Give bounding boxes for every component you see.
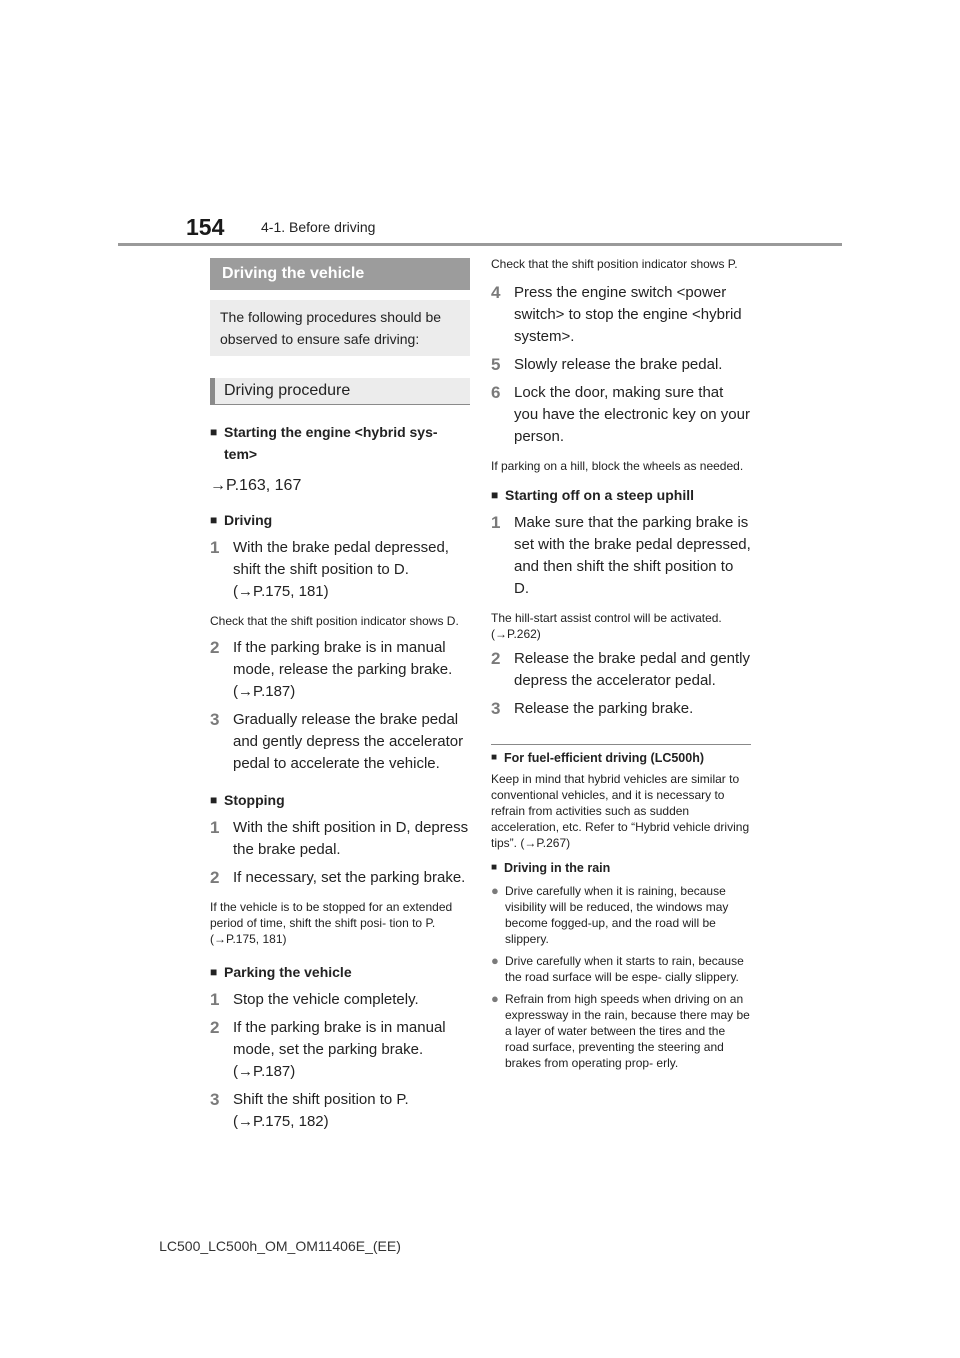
document-code: LC500_LC500h_OM_OM11406E_(EE)	[159, 1238, 401, 1254]
circle-bullet-icon: ●	[491, 883, 499, 898]
heading-fuel-efficient: ■ For fuel-efficient driving (LC500h)	[491, 749, 751, 767]
square-bullet-icon	[210, 789, 224, 811]
heading-rain: ■ Driving in the rain	[491, 859, 751, 877]
driving-note: Check that the shift position indicator shows D.	[210, 614, 459, 628]
stopping-note: If the vehicle is to be stopped for an extended period of time, shift the shift posi- tion to P. (→P.175, 181)	[210, 900, 453, 946]
parking-step: 2 If the parking brake is in manual mode, set the parking brake. (→P.187)	[210, 1018, 446, 1080]
driving-step: 2 If the parking brake is in manual mode, release the parking brake. (→P.187)	[210, 638, 453, 700]
left-column	[210, 258, 470, 1133]
heading-driving: ■ Driving	[210, 509, 470, 531]
heading-starting: ■ Starting the engine <hybrid sys- tem>	[210, 421, 470, 465]
rain-bullet: ● Refrain from high speeds when driving on an expressway in the rain, because there may be a layer of water between the tires and the road surface, preventing the steering and brakes from operating prop- erly.	[491, 991, 750, 1070]
divider	[491, 744, 751, 745]
square-bullet-icon	[491, 749, 504, 767]
uphill-step: 1 Make sure that the parking brake is set with the brake pedal depressed, and then shift the shift position to D.	[491, 513, 751, 597]
stopping-step: 2 If necessary, set the parking brake.	[210, 868, 466, 887]
uphill-step: 3 Release the parking brake.	[491, 699, 694, 718]
starting-reference: →P.163, 167	[210, 477, 302, 494]
parking-step: 4 Press the engine switch <power switch> to stop the engine <hybrid system>.	[491, 283, 742, 345]
square-bullet-icon	[491, 484, 505, 506]
uphill-step: 2 Release the brake pedal and gently depress the accelerator pedal.	[491, 649, 751, 689]
square-bullet-icon	[210, 509, 224, 531]
parking-step: 5 Slowly release the brake pedal.	[491, 355, 723, 374]
heading-stopping: ■ Stopping	[210, 789, 470, 811]
fuel-text: Keep in mind that hybrid vehicles are similar to conventional vehicles, and it is necessary to refrain from activities such as sudden acceleration, etc. Refer to “Hybrid vehicle driving tips”. (→P.267)	[491, 772, 750, 850]
parking-step: 6 Lock the door, making sure that you have the electronic key on your person.	[491, 383, 750, 445]
heading-uphill: ■ Starting off on a steep uphill	[491, 484, 751, 506]
right-column	[491, 256, 751, 1071]
driving-step: 1 With the brake pedal depressed, shift the shift position to D. (→P.175, 181)	[210, 538, 449, 600]
heading-parking: ■ Parking the vehicle	[210, 961, 470, 983]
shift-p-note: Check that the shift position indicator shows P.	[491, 257, 738, 271]
uphill-note: The hill-start assist control will be activated. (→P.262)	[491, 611, 722, 641]
parking-step: 1 Stop the vehicle completely.	[210, 990, 419, 1009]
circle-bullet-icon: ●	[491, 991, 499, 1006]
circle-bullet-icon: ●	[491, 953, 499, 968]
square-bullet-icon	[210, 961, 224, 983]
rain-bullet: ● Drive carefully when it starts to rain, because the road surface will be espe- cially slippery.	[491, 953, 744, 984]
hill-note: If parking on a hill, block the wheels as needed.	[491, 459, 744, 473]
intro-box: The following procedures should be observed to ensure safe driving:	[210, 300, 470, 356]
section-title: 4-1. Before driving	[261, 219, 376, 235]
section-banner: Driving the vehicle	[210, 258, 470, 290]
subheading-driving-procedure: Driving procedure	[210, 378, 470, 405]
page-number: 154	[186, 214, 225, 240]
driving-step: 3 Gradually release the brake pedal and gently depress the accelerator pedal to accelerate the vehicle.	[210, 710, 464, 772]
stopping-step: 1 With the shift position in D, depress the brake pedal.	[210, 818, 469, 858]
square-bullet-icon	[491, 859, 504, 877]
parking-step: 3 Shift the shift position to P. (→P.175, 182)	[210, 1090, 409, 1130]
rain-bullet: ● Drive carefully when it is raining, because visibility will be reduced, the windows may become fogged-up, and the road will be slippery.	[491, 883, 729, 946]
header-rule	[118, 243, 842, 246]
square-bullet-icon	[210, 421, 224, 465]
